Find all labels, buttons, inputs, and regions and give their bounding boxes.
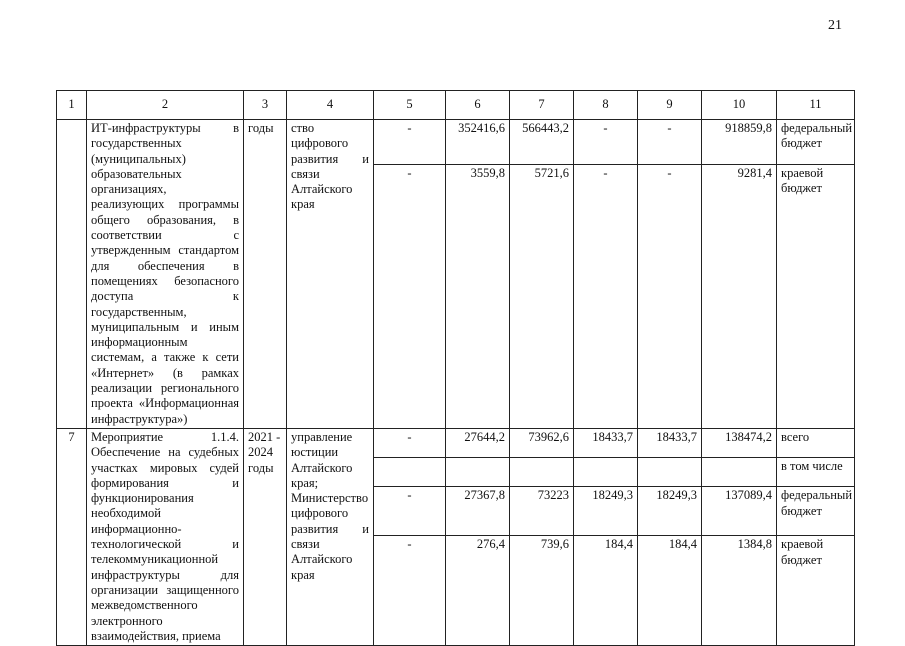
source-cell: федеральный бюджет [777, 120, 855, 165]
value-cell: 566443,2 [510, 120, 574, 165]
source-cell: всего [777, 428, 855, 457]
table-row [57, 120, 855, 165]
value-cell: - [374, 165, 446, 429]
page-number: 21 [828, 18, 842, 33]
value-cell: - [574, 165, 638, 429]
value-cell [638, 458, 702, 487]
header-cell: 1 [57, 91, 87, 120]
value-cell: 73962,6 [510, 428, 574, 457]
header-cell: 6 [446, 91, 510, 120]
value-cell [510, 458, 574, 487]
value-cell: 352416,6 [446, 120, 510, 165]
value-cell: 184,4 [574, 536, 638, 646]
header-cell: 11 [777, 91, 855, 120]
event-executor: управление юстиции Алтайского края; Министерство цифрового развития и связи Алтайского края [287, 428, 374, 645]
budget-table [56, 90, 855, 646]
value-cell [446, 458, 510, 487]
value-cell: 5721,6 [510, 165, 574, 429]
value-cell: - [374, 428, 446, 457]
value-cell: - [574, 120, 638, 165]
value-cell: 18249,3 [638, 487, 702, 536]
value-cell [374, 458, 446, 487]
row-number [57, 120, 87, 429]
event-description: ИТ-инфраструктуры в государственных (муниципальных) образовательных организациях, реализующих программы общего образования, в соответствии с утвержденным стандартом для обеспечения в помещениях безопасного доступа к государственным, муниципальным и иным информационным системам, а также к сети «Интернет» (в рамках реализации регионального проекта «Информационная инфраструктура») [87, 120, 244, 429]
value-cell: - [374, 487, 446, 536]
value-cell: 18433,7 [574, 428, 638, 457]
header-cell: 4 [287, 91, 374, 120]
event-period: 2021 - 2024 годы [244, 428, 287, 645]
value-cell: 276,4 [446, 536, 510, 646]
header-cell: 2 [87, 91, 244, 120]
header-row [57, 91, 855, 120]
event-period: годы [244, 120, 287, 429]
value-cell: 18433,7 [638, 428, 702, 457]
header-cell: 8 [574, 91, 638, 120]
value-cell: - [374, 120, 446, 165]
header-cell: 5 [374, 91, 446, 120]
value-cell: 3559,8 [446, 165, 510, 429]
value-cell: - [374, 536, 446, 646]
value-cell [574, 458, 638, 487]
value-cell: 137089,4 [702, 487, 777, 536]
value-cell: 9281,4 [702, 165, 777, 429]
value-cell [702, 458, 777, 487]
header-cell: 3 [244, 91, 287, 120]
value-cell: 918859,8 [702, 120, 777, 165]
value-cell: 18249,3 [574, 487, 638, 536]
value-cell: 27644,2 [446, 428, 510, 457]
value-cell: 73223 [510, 487, 574, 536]
value-cell: - [638, 165, 702, 429]
header-cell: 9 [638, 91, 702, 120]
event-description: Мероприятие 1.1.4. Обеспечение на судебных участках мировых судей формирования и функционирования необходимой информационно-технологической и телекоммуникационной инфраструктуры для организации защищенного межведомственного электронного взаимодействия, приема [87, 428, 244, 645]
source-cell: в том числе [777, 458, 855, 487]
source-cell: краевой бюджет [777, 165, 855, 429]
value-cell: 27367,8 [446, 487, 510, 536]
header-cell: 10 [702, 91, 777, 120]
value-cell: 739,6 [510, 536, 574, 646]
value-cell: 138474,2 [702, 428, 777, 457]
value-cell: 184,4 [638, 536, 702, 646]
event-executor: ство цифрового развития и связи Алтайского края [287, 120, 374, 429]
source-cell: краевой бюджет [777, 536, 855, 646]
source-cell: федеральный бюджет [777, 487, 855, 536]
value-cell: - [638, 120, 702, 165]
table-row [57, 428, 855, 457]
row-number: 7 [57, 428, 87, 645]
header-cell: 7 [510, 91, 574, 120]
value-cell: 1384,8 [702, 536, 777, 646]
